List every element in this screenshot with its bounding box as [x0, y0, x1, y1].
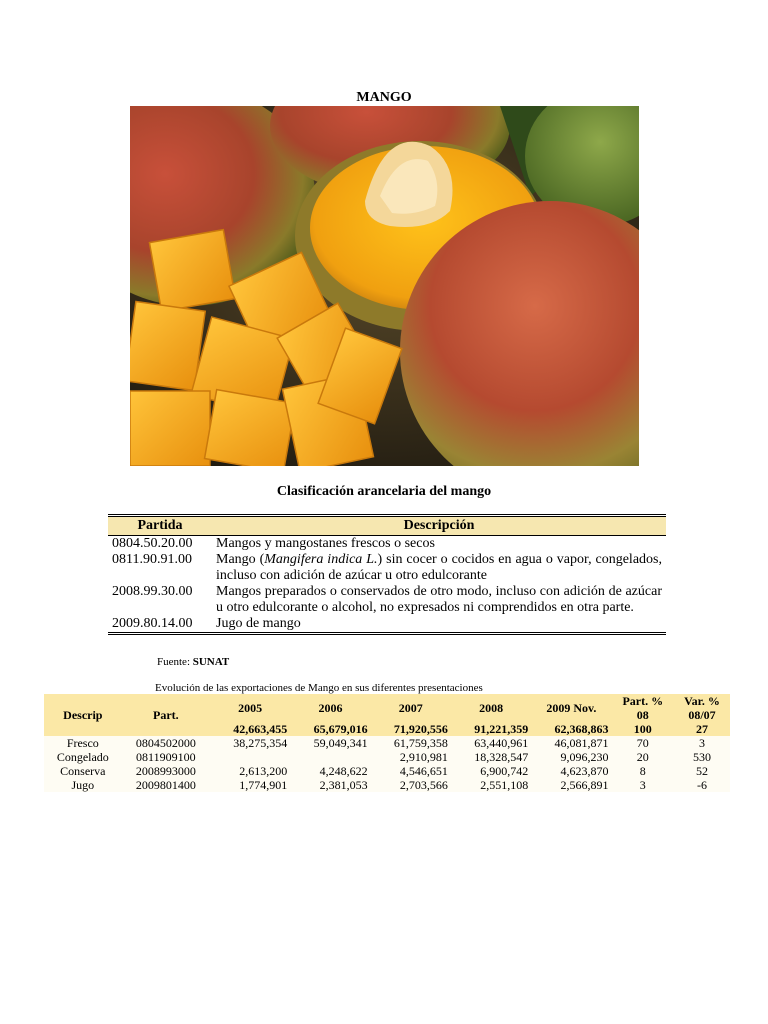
total-value: 62,368,863 — [531, 722, 611, 736]
header-part-pct: Part. % 08 — [612, 694, 674, 722]
table-row — [108, 552, 666, 584]
header-var-pct: Var. % 08/07 — [674, 694, 730, 722]
mango-photo — [130, 106, 639, 466]
header-partida: Partida — [108, 516, 212, 536]
row-value: 70 — [612, 736, 674, 750]
total-value: 65,679,016 — [290, 722, 370, 736]
row-value: 18,328,547 — [451, 750, 531, 764]
row-value: 530 — [674, 750, 730, 764]
partida-code: 0811.90.91.00 — [112, 552, 192, 567]
header-year: 2005 — [210, 694, 290, 722]
row-value: 8 — [612, 764, 674, 778]
row-value: 2,910,981 — [371, 750, 451, 764]
total-value: 42,663,455 — [210, 722, 290, 736]
total-value: 27 — [674, 722, 730, 736]
row-value: 2,381,053 — [290, 778, 370, 792]
row-value: 3 — [612, 778, 674, 792]
row-value: 4,546,651 — [371, 764, 451, 778]
table-row — [44, 750, 730, 764]
page-title: MANGO — [356, 90, 412, 105]
header-descrip: Descrip — [44, 694, 122, 736]
header-part: Part. — [122, 694, 210, 736]
row-value: 52 — [674, 764, 730, 778]
row-value: 63,440,961 — [451, 736, 531, 750]
row-value: 2,566,891 — [531, 778, 611, 792]
row-descrip: Jugo — [44, 778, 122, 792]
table-row — [44, 764, 730, 778]
row-part: 2009801400 — [122, 778, 210, 792]
row-part: 0811909100 — [122, 750, 210, 764]
row-value: 3 — [674, 736, 730, 750]
partida-code: 2009.80.14.00 — [112, 616, 193, 631]
description: Mangos y mangostanes frescos o secos — [216, 536, 435, 551]
row-part: 2008993000 — [122, 764, 210, 778]
row-value: 2,703,566 — [371, 778, 451, 792]
row-descrip: Fresco — [44, 736, 122, 750]
table-row — [108, 584, 666, 616]
table-row — [44, 778, 730, 792]
header-year: 2008 — [451, 694, 531, 722]
exports-table — [44, 694, 730, 792]
row-value: 61,759,358 — [371, 736, 451, 750]
exports-caption: Evolución de las exportaciones de Mango en sus diferentes presentaciones — [155, 682, 483, 694]
description: Jugo de mango — [216, 616, 301, 631]
row-value: 20 — [612, 750, 674, 764]
classification-table — [108, 514, 666, 635]
row-part: 0804502000 — [122, 736, 210, 750]
row-value: 1,774,901 — [210, 778, 290, 792]
description: Mango (Mangifera indica L.) sin cocer o cocidos en agua o vapor, congelados, incluso con adición de azúcar u otro edulcorante — [216, 552, 662, 583]
partida-code: 0804.50.20.00 — [112, 536, 193, 551]
total-value: 71,920,556 — [371, 722, 451, 736]
row-value — [290, 750, 370, 764]
header-year: 2006 — [290, 694, 370, 722]
partida-code: 2008.99.30.00 — [112, 584, 193, 599]
header-descripcion: Descripción — [212, 516, 666, 536]
row-value: 9,096,230 — [531, 750, 611, 764]
row-value: 6,900,742 — [451, 764, 531, 778]
row-value: 4,623,870 — [531, 764, 611, 778]
total-value: 100 — [612, 722, 674, 736]
table-row — [108, 616, 666, 634]
total-value: 91,221,359 — [451, 722, 531, 736]
description: Mangos preparados o conservados de otro modo, incluso con adición de azúcar u otro edulcorante o alcohol, no expresados ni comprendidos en otra parte. — [216, 584, 662, 615]
row-value: 38,275,354 — [210, 736, 290, 750]
row-value: 4,248,622 — [290, 764, 370, 778]
source-note: Fuente: SUNAT — [157, 656, 230, 668]
row-value — [210, 750, 290, 764]
row-value: 2,551,108 — [451, 778, 531, 792]
scientific-name: Mangifera indica L. — [264, 552, 378, 567]
classification-caption: Clasificación arancelaria del mango — [276, 484, 492, 499]
table-row — [44, 736, 730, 750]
row-descrip: Congelado — [44, 750, 122, 764]
row-value: 46,081,871 — [531, 736, 611, 750]
row-value: 2,613,200 — [210, 764, 290, 778]
header-year: 2009 Nov. — [531, 694, 611, 722]
row-descrip: Conserva — [44, 764, 122, 778]
table-row — [108, 536, 666, 553]
row-value: 59,049,341 — [290, 736, 370, 750]
header-year: 2007 — [371, 694, 451, 722]
row-value: -6 — [674, 778, 730, 792]
